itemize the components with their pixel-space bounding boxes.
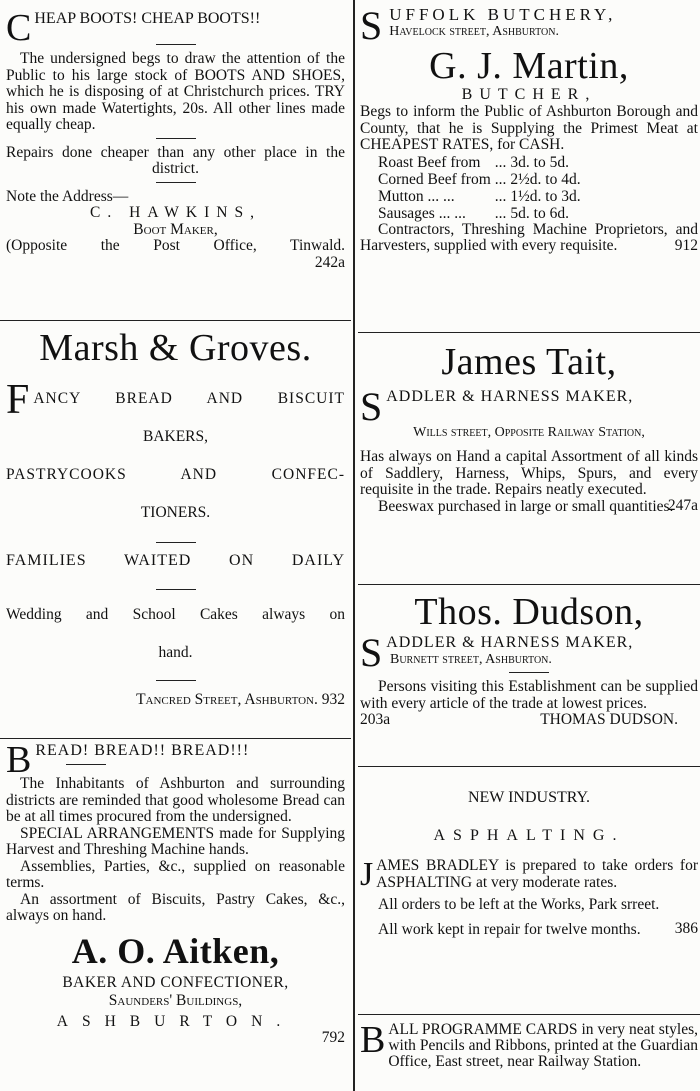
ad-marsh-groves [0,326,351,736]
wedding-text: hand. [158,644,193,661]
ad-line: PASTRYCOOKS AND CONFEC- [6,466,345,483]
ad-ref: 792 [321,1029,345,1046]
short-rule [156,44,196,45]
business-name: Thos. Dudson, [414,591,644,633]
proprietor-name: C. HAWKINS, [90,204,261,221]
price-item: Sausages ... ... [378,204,466,222]
price-value: 2½d. to 4d. [510,170,581,188]
drop-cap: C [6,7,32,49]
ad-body: Has always on Hand a capital Assortment of all kinds of Saddlery, Harness, Whips, Spurs, and every requisite in the trade. Repairs neatly executed. [360,448,698,498]
ad-body: Begs to inform the Public of Ashburton Borough and County, that he is Supplying the Primest Meat at CHEAPEST RATES, for CASH. [360,103,698,153]
ad-ref: 203a [360,711,391,728]
shop-address: Tancred Street, Ashburton. [136,691,318,708]
ad-paragraph: The Inhabitants of Ashburton and surrounding districts are reminded that good wholesome Bread can be at all times procured from the undersigned. [6,775,345,825]
ad-subtitle: ASPHALTING. [433,827,625,844]
ad-ref: 247a [667,497,698,514]
proprietor-trade: Boot Maker, [133,220,218,238]
ad-heading: ADDLER & HARNESS MAKER, [386,634,634,651]
price-row [378,188,585,205]
ad-separator [0,320,351,321]
ad-ref: 242a [314,253,345,271]
proprietor-town: ASHBURTON. [56,1012,295,1030]
ad-paragraph: SPECIAL ARRANGEMENTS made for Supplying Harvest and Threshing Machine hands. [6,824,345,858]
price-value: 3d. to 5d. [510,153,569,171]
drop-cap: J [360,856,374,893]
price-dots: ... [494,187,507,205]
ad-ref: 932 [321,691,345,708]
ad-paragraph: Assemblies, Parties, &c., supplied on reasonable terms. [6,857,345,891]
ad-line: TIONERS. [140,504,211,521]
ad-line: BAKERS, [142,428,209,445]
ad-ref: 386 [674,920,698,937]
ad-heading: ADDLER & HARNESS MAKER, [386,388,634,405]
price-value: 1½d. to 3d. [510,187,581,205]
business-name: A. O. Aitken, [71,930,280,971]
proprietor-trade: BUTCHER, [461,86,597,103]
price-item: Mutton ... ... [378,187,455,205]
ad-separator [358,1014,700,1015]
ad-ref: 912 [674,236,698,254]
drop-cap: B [6,739,33,781]
ad-tait [358,342,700,582]
short-rule [66,764,106,765]
business-name: James Tait, [441,341,617,383]
ad-body: ALL PROGRAMME CARDS in very neat styles, with Pencils and Ribbons, printed at the Guardian Office, East street, near Railway Station. [388,1021,698,1070]
price-dots: ... [494,170,507,188]
repairs-text: Repairs done cheaper than any other place in the district. [6,143,345,177]
short-rule [509,672,549,673]
ad-separator [358,584,700,585]
business-name: Marsh & Groves. [39,327,312,369]
ad-separator [358,332,700,333]
proprietor-trade: BAKER AND CONFECTIONER, [62,973,289,991]
short-rule [156,138,196,139]
ad-dudson [358,592,700,760]
ad-line: ANCY BREAD AND BISCUIT [33,390,345,407]
short-rule [156,680,196,681]
contractors-text: Contractors, Threshing Machine Proprietors, and Harvesters, supplied with every requisite. [360,220,698,254]
ad-heading: HEAP BOOTS! CHEAP BOOTS!! [34,10,261,27]
ad-hawkins [0,7,351,316]
repair-text: All work kept in repair for twelve months. [378,920,641,938]
ad-body: AMES BRADLEY is prepared to take orders for ASPHALTING at very moderate rates. [376,857,698,891]
shop-street: Wills street, Opposite Railway Station, [413,425,645,440]
short-rule [156,542,196,543]
beeswax-text: Beeswax purchased in large or small quantities. [378,497,674,515]
ad-heading: UFFOLK BUTCHERY, [389,5,617,24]
short-rule [156,589,196,590]
business-name: G. J. Martin, [429,45,629,87]
ad-aitken [0,739,351,1091]
ad-separator [358,766,700,767]
drop-cap: S [360,630,384,675]
ad-title: NEW INDUSTRY. [467,789,591,806]
orders-text: All orders to be left at the Works, Park srreet. [378,896,660,913]
ad-bradley [358,788,700,1018]
ad-guardian [358,1019,700,1091]
ad-separator [0,738,351,739]
shop-street: Burnett street, Ashburton. [390,652,552,667]
price-dots: ... [494,153,507,171]
price-list [378,154,585,222]
drop-cap: F [6,377,31,423]
column-divider [353,0,355,1091]
ad-heading: READ! BREAD!! BREAD!!! [35,742,250,759]
drop-cap: B [360,1019,386,1061]
shop-address: (Opposite the Post Office, Tinwald. [6,237,345,254]
address-note: Note the Address— [6,187,129,205]
price-item: Roast Beef from [378,153,481,171]
proprietor-buildings: Saunders' Buildings, [108,992,243,1009]
price-row [378,154,585,171]
ad-paragraph: An assortment of Biscuits, Pastry Cakes, &c., always on hand. [6,890,345,924]
wedding-text: Wedding and School Cakes always on [6,606,345,623]
price-row [378,205,585,222]
price-dots: ... [494,204,507,222]
shop-street: Havelock street, Ashburton. [389,24,559,39]
price-value: 5d. to 6d. [510,204,569,222]
drop-cap: S [360,384,384,429]
ad-body: Persons visiting this Establishment can be supplied with every article of the trade at lowest prices. [360,678,698,712]
price-item: Corned Beef from [378,170,491,188]
families-text: FAMILIES WAITED ON DAILY [6,552,345,569]
price-row [378,171,585,188]
ad-body: The undersigned begs to draw the attention of the Public to his large stock of BOOTS AND SHOES, which he is disposing of at Christchurch prices. TRY his own made Watertights, 20s. All other lines made equally cheap. [6,50,345,133]
short-rule [156,182,196,183]
drop-cap: S [360,3,387,48]
signature-text: THOMAS DUDSON. [540,711,678,728]
ad-martin [358,3,700,320]
